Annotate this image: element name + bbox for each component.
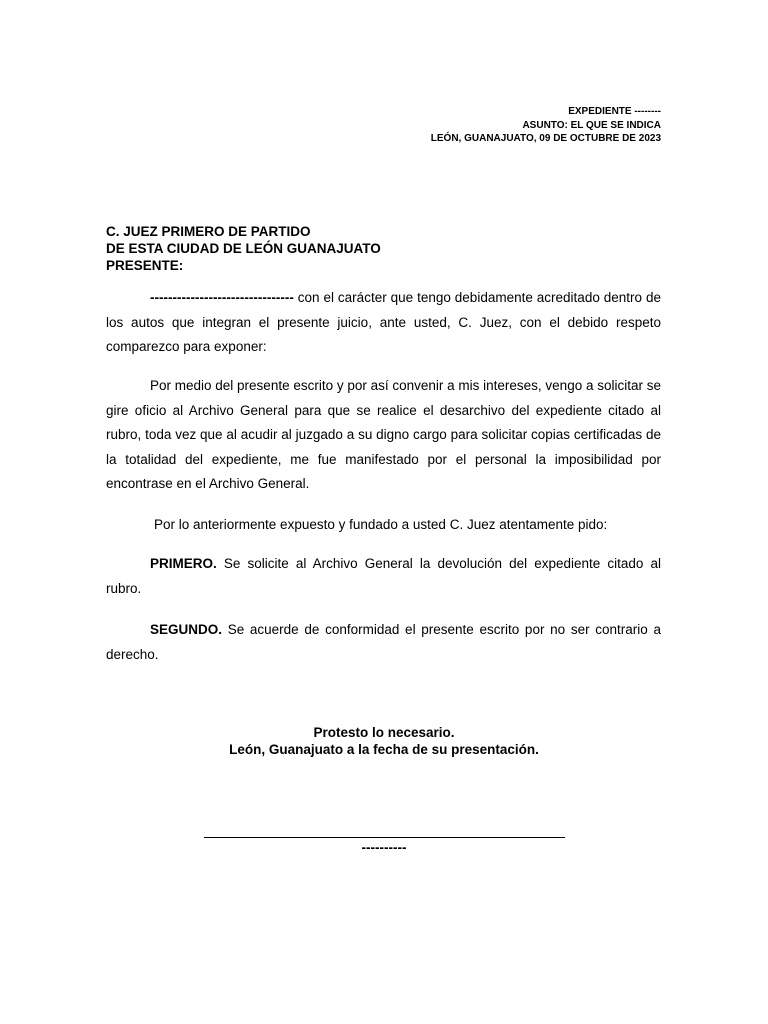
expediente-label: EXPEDIENTE -------- xyxy=(568,106,661,117)
petition-text: Por lo anteriormente expuesto y fundado a usted C. Juez atentamente pido: xyxy=(154,517,608,532)
protesto-line: Protesto lo necesario. xyxy=(313,725,455,740)
addressee-line-3: PRESENTE: xyxy=(106,258,184,273)
intro-paragraph xyxy=(106,286,661,360)
document-header xyxy=(431,105,661,146)
addressee-block xyxy=(106,223,381,274)
petition-paragraph xyxy=(106,513,661,538)
signature-name: ---------- xyxy=(361,840,407,855)
segundo-paragraph xyxy=(106,618,661,667)
place-date: LEÓN, GUANAJUATO, 09 DE OCTUBRE DE 2023 xyxy=(430,133,661,144)
intro-text: con el carácter que tengo debidamente acreditado dentro de los autos que integran el presente juicio, ante usted, C. Juez, con el debido respeto comparezco para exponer: xyxy=(106,290,661,354)
request-text: Por medio del presente escrito y por así convenir a mis intereses, vengo a solicitar se gire oficio al Archivo General para que se realice el desarchivo del expediente citado al rubro, toda vez que al acudir al juzgado a su digno cargo para solicitar copias certificadas de la totalidad del expediente, me fue manifestado por el personal la imposibilidad por encontrase en el Archivo General. xyxy=(106,378,661,491)
closing-place-line: León, Guanajuato a la fecha de su presentación. xyxy=(229,742,539,757)
primero-paragraph xyxy=(106,552,661,601)
addressee-line-1: C. JUEZ PRIMERO DE PARTIDO xyxy=(106,224,311,239)
primero-text: Se solicite al Archivo General la devolución del expediente citado al rubro. xyxy=(106,556,661,596)
asunto-label: ASUNTO: EL QUE SE INDICA xyxy=(522,119,661,131)
segundo-text: Se acuerde de conformidad el presente escrito por no ser contrario a derecho. xyxy=(106,622,661,662)
closing-block xyxy=(0,724,768,758)
segundo-label: SEGUNDO. xyxy=(150,622,223,637)
addressee-line-2: DE ESTA CIUDAD DE LEÓN GUANAJUATO xyxy=(106,241,381,256)
primero-label: PRIMERO. xyxy=(150,556,217,571)
intro-name-placeholder: -------------------------------- xyxy=(150,290,294,305)
signature-line xyxy=(204,837,565,838)
request-paragraph xyxy=(106,374,661,497)
